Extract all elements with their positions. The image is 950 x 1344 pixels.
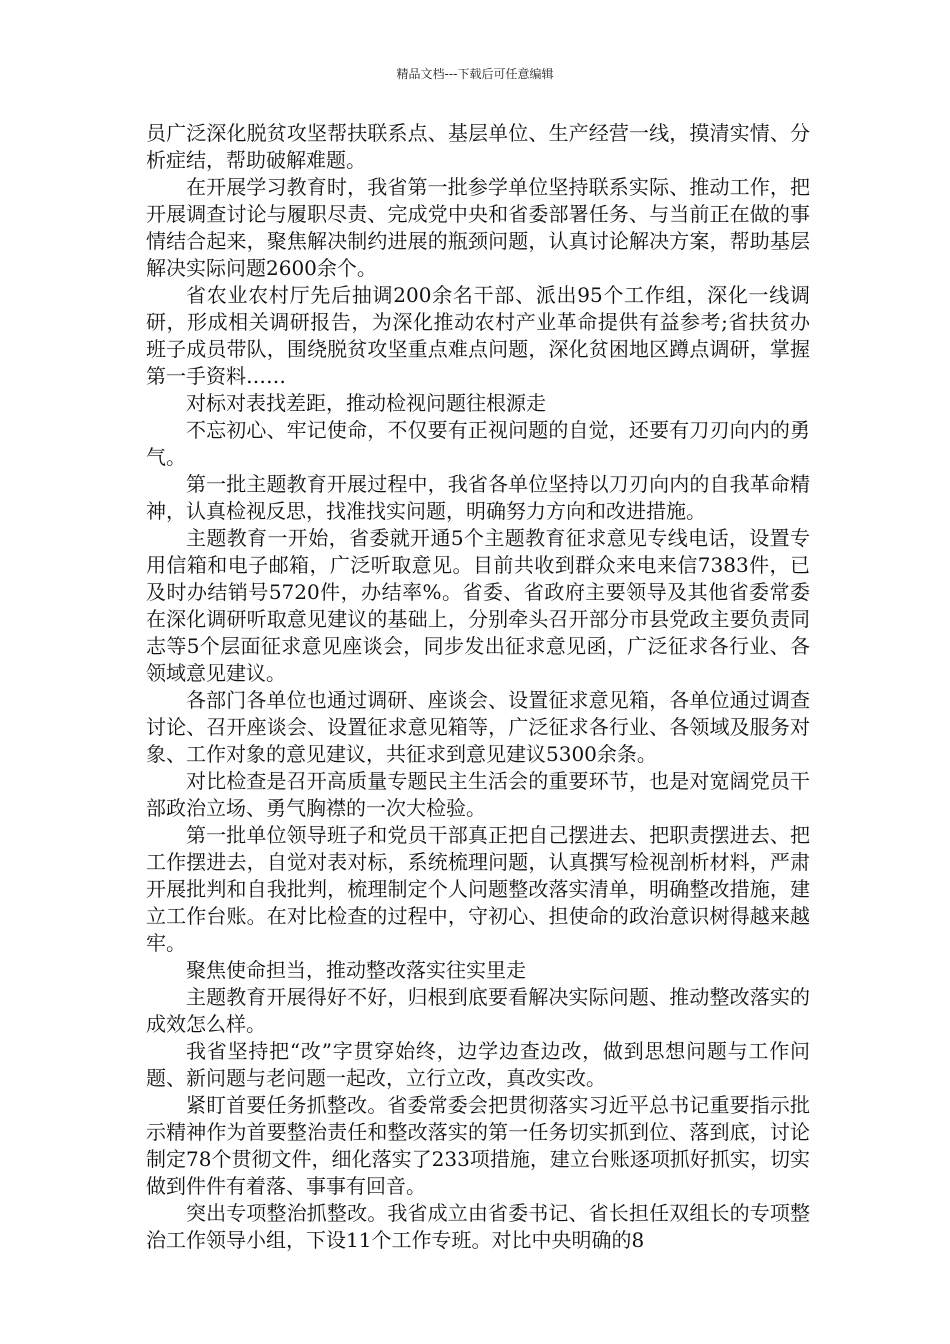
page-header: 精品文档---下载后可任意编辑 [396,67,554,81]
paragraph: 省农业农村厅先后抽调200余名干部、派出95个工作组，深化一线调研，形成相关调研报告，为深化推动农村产业革命提供有益参考;省扶贫办班子成员带队，围绕脱贫攻坚重点难点问题，深化贫困地区蹲点调研，掌握第一手资料…… [146,283,810,388]
section-heading: 对标对表找差距，推动检视问题往根源走 [186,391,546,415]
paragraph: 员广泛深化脱贫攻坚帮扶联系点、基层单位、生产经营一线，摸清实情、分析症结，帮助破解难题。 [146,121,810,172]
paragraph: 主题教育开展得好不好，归根到底要看解决实际问题、推动整改落实的成效怎么样。 [146,985,810,1036]
paragraph: 第一批单位领导班子和党员干部真正把自己摆进去、把职责摆进去、把工作摆进去，自觉对表对标，系统梳理问题，认真撰写检视剖析材料，严肃开展批判和自我批判，梳理制定个人问题整改落实清单，明确整改措施，建立工作台账。在对比检查的过程中，守初心、担使命的政治意识树得越来越牢。 [146,823,810,955]
paragraph: 主题教育一开始，省委就开通5个主题教育征求意见专线电话，设置专用信箱和电子邮箱，广泛听取意见。目前共收到群众来电来信7383件，已及时办结销号5720件，办结率%。省委、省政府主要领导及其他省委常委在深化调研听取意见建议的基础上，分别牵头召开部分市县党政主要负责同志等5个层面征求意见座谈会，同步发出征求意见函，广泛征求各行业、各领域意见建议。 [146,526,810,685]
paragraph: 我省坚持把“改”字贯穿始终，边学边查边改，做到思想问题与工作问题、新问题与老问题一起改，立行立改，真改实改。 [146,1039,810,1090]
paragraph: 突出专项整治抓整改。我省成立由省委书记、省长担任双组长的专项整治工作领导小组，下设11个工作专班。对比中央明确的8 [146,1201,810,1252]
paragraph: 各部门各单位也通过调研、座谈会、设置征求意见箱，各单位通过调查讨论、召开座谈会、设置征求意见箱等，广泛征求各行业、各领域及服务对象、工作对象的意见建议，共征求到意见建议5300余条。 [146,688,810,766]
paragraph: 对比检查是召开高质量专题民主生活会的重要环节，也是对宽阔党员干部政治立场、勇气胸襟的一次大检验。 [146,769,810,820]
paragraph: 第一批主题教育开展过程中，我省各单位坚持以刀刃向内的自我革命精神，认真检视反思，找准找实问题，明确努力方向和改进措施。 [146,472,810,523]
document-body [146,120,810,1254]
paragraph: 不忘初心、牢记使命，不仅要有正视问题的自觉，还要有刀刃向内的勇气。 [146,418,810,469]
paragraph: 紧盯首要任务抓整改。省委常委会把贯彻落实习近平总书记重要指示批示精神作为首要整治责任和整改落实的第一任务切实抓到位、落到底，讨论制定78个贯彻文件，细化落实了233项措施，建立台账逐项抓好抓实，切实做到件件有着落、事事有回音。 [146,1093,810,1198]
paragraph: 在开展学习教育时，我省第一批参学单位坚持联系实际、推动工作，把开展调查讨论与履职尽责、完成党中央和省委部署任务、与当前正在做的事情结合起来，聚焦解决制约进展的瓶颈问题，认真讨论解决方案，帮助基层解决实际问题2600余个。 [146,175,810,280]
section-heading: 聚焦使命担当，推动整改落实往实里走 [186,958,526,982]
